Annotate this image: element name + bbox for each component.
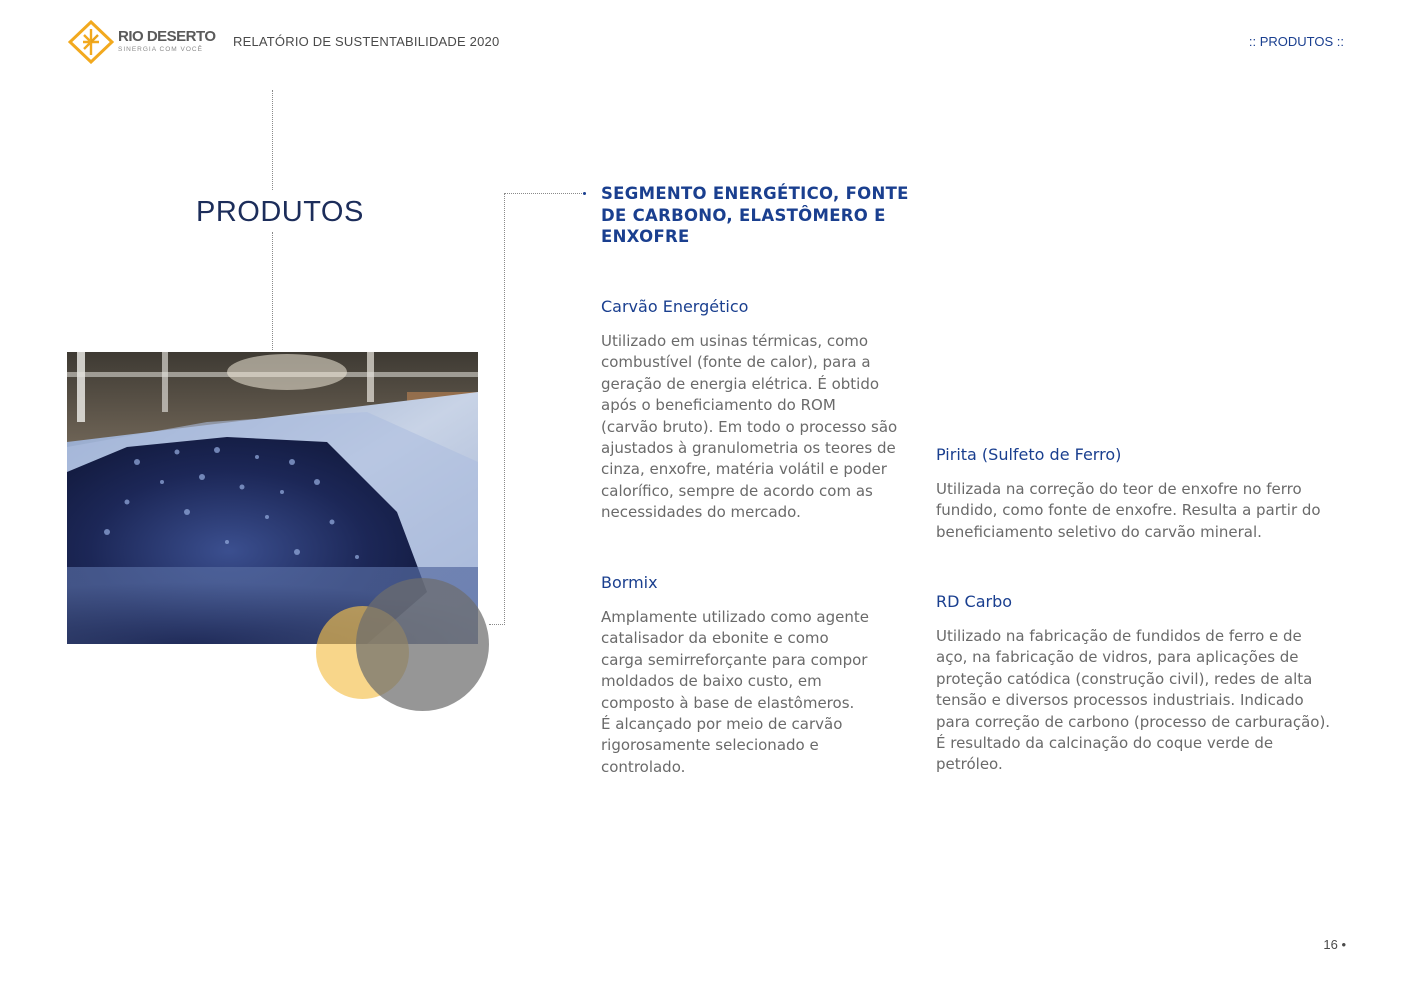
page-number: 16 • [1323, 937, 1346, 952]
description-line: beneficiamento seletivo do carvão mineral. [936, 522, 1262, 541]
decorative-gray-circle [356, 578, 489, 711]
description-line: após o beneficiamento do ROM [601, 396, 836, 415]
description-line: controlado. [601, 757, 686, 776]
product-description-rd-carbo [936, 626, 1330, 776]
description-line: (carvão bruto). Em todo o processo são [601, 417, 898, 436]
connector-dot [583, 192, 586, 195]
product-title-pirita: Pirita (Sulfeto de Ferro) [936, 445, 1122, 464]
description-line: moldados de baixo custo, em [601, 672, 822, 691]
product-title-rd-carbo: RD Carbo [936, 592, 1013, 611]
brand-name: RIO DESERTO [118, 28, 216, 45]
connector-line-bottom [489, 624, 505, 625]
description-line: rigorosamente selecionado e [601, 736, 819, 755]
description-line: É resultado da calcinação do coque verde de [936, 734, 1274, 753]
segment-title: SEGMENTO ENERGÉTICO, FONTE DE CARBONO, ELASTÔMERO E ENXOFRE [601, 184, 909, 246]
product-title-bormix: Bormix [601, 573, 658, 592]
connector-line-horizontal [504, 193, 582, 194]
page-heading: PRODUTOS [196, 196, 364, 228]
description-line: Amplamente utilizado como agente [601, 608, 869, 626]
description-line: Utilizado na fabricação de fundidos de ferro e de [936, 627, 1302, 645]
description-line: composto à base de elastômeros. [601, 693, 855, 712]
product-description-pirita [936, 479, 1321, 543]
description-line: combustível (fonte de calor), para a [601, 353, 871, 372]
rio-deserto-logo-icon [68, 20, 114, 64]
connector-line-right [504, 193, 505, 625]
description-line: geração de energia elétrica. É obtido [601, 374, 880, 393]
description-line: Utilizada na correção do teor de enxofre no ferro [936, 480, 1302, 498]
description-line: proteção catódica (construção civil), redes de alta [936, 669, 1313, 688]
product-description-carvao-energetico [601, 331, 897, 524]
brand-tagline: SINERGIA COM VOCÊ [118, 46, 203, 53]
connector-line-middle [272, 232, 273, 350]
description-line: carga semirreforçante para compor [601, 650, 868, 669]
product-description-bormix [601, 607, 869, 778]
report-title: RELATÓRIO DE SUSTENTABILIDADE 2020 [233, 34, 500, 49]
description-line: aço, na fabricação de vidros, para aplicações de [936, 648, 1299, 667]
description-line: Utilizado em usinas térmicas, como [601, 332, 869, 350]
description-line: calorífico, sempre de acordo com as [601, 481, 873, 500]
description-line: É alcançado por meio de carvão [601, 715, 843, 734]
product-title-carvao-energetico: Carvão Energético [601, 297, 749, 316]
section-tag: :: PRODUTOS :: [1248, 34, 1344, 49]
connector-line-top [272, 90, 273, 190]
description-line: ajustados à granulometria os teores de [601, 439, 896, 458]
description-line: cinza, enxofre, matéria volátil e poder [601, 460, 887, 479]
description-line: para correção de carbono (processo de carburação). [936, 712, 1331, 731]
description-line: petróleo. [936, 755, 1003, 774]
description-line: tensão e diversos processos industriais. Indicado [936, 691, 1304, 710]
description-line: fundido, como fonte de enxofre. Resulta a partir do [936, 501, 1321, 520]
description-line: catalisador da ebonite e como [601, 629, 829, 648]
description-line: necessidades do mercado. [601, 503, 801, 522]
